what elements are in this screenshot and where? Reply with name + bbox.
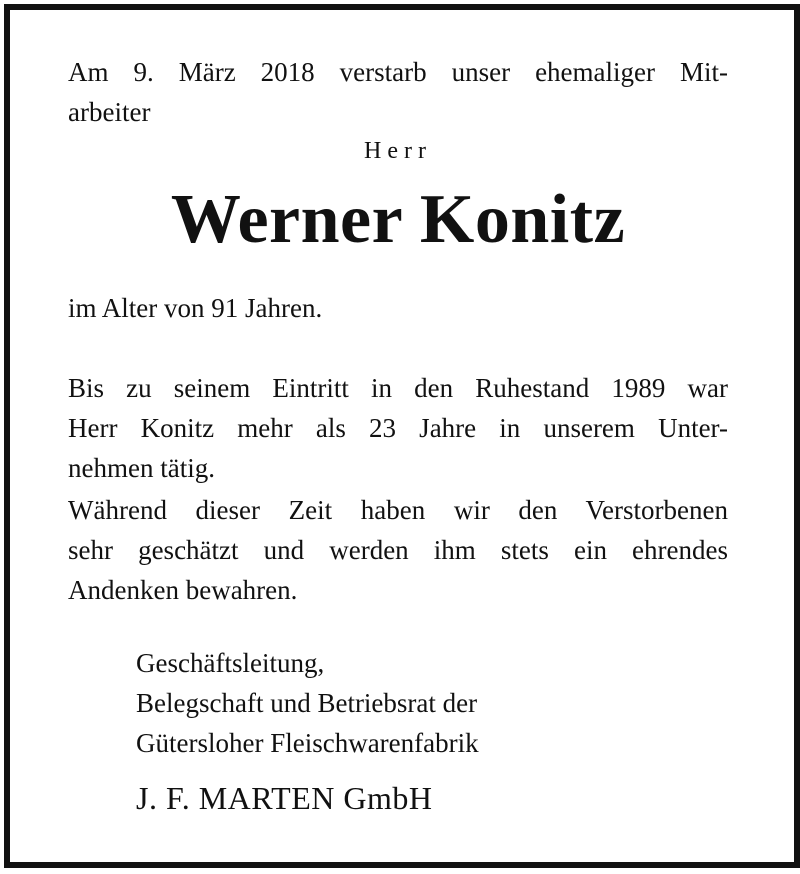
age-text [68, 288, 728, 328]
company-name: J. F. MARTEN GmbH [136, 780, 433, 816]
memory-line-1: Während dieser Zeit haben wir den Verstorbenen [68, 495, 728, 525]
career-paragraph [68, 368, 728, 488]
intro-text [68, 52, 728, 132]
memory-paragraph [68, 490, 728, 610]
deceased-name: Werner Konitz [170, 181, 626, 258]
signature-line-1: Geschäftsleitung, [136, 648, 325, 678]
salutation: Herr [364, 138, 432, 164]
career-line-3: nehmen tätig. [68, 453, 215, 483]
signature-line-3: Gütersloher Fleischwarenfabrik [136, 728, 479, 758]
signature-block [136, 643, 696, 763]
age-line: im Alter von 91 Jahren. [68, 293, 323, 323]
memory-line-2: sehr geschätzt und werden ihm stets ein ehrendes [68, 535, 728, 565]
memory-line-3: Andenken bewahren. [68, 575, 298, 605]
signature-line-2: Belegschaft und Betriebsrat der [136, 688, 478, 718]
career-line-2: Herr Konitz mehr als 23 Jahre in unserem Unter- [68, 413, 728, 443]
intro-line-2: arbeiter [68, 97, 151, 127]
intro-line-1: Am 9. März 2018 verstarb unser ehemaliger Mit- [68, 57, 728, 87]
career-line-1: Bis zu seinem Eintritt in den Ruhestand 1989 war [68, 373, 728, 403]
